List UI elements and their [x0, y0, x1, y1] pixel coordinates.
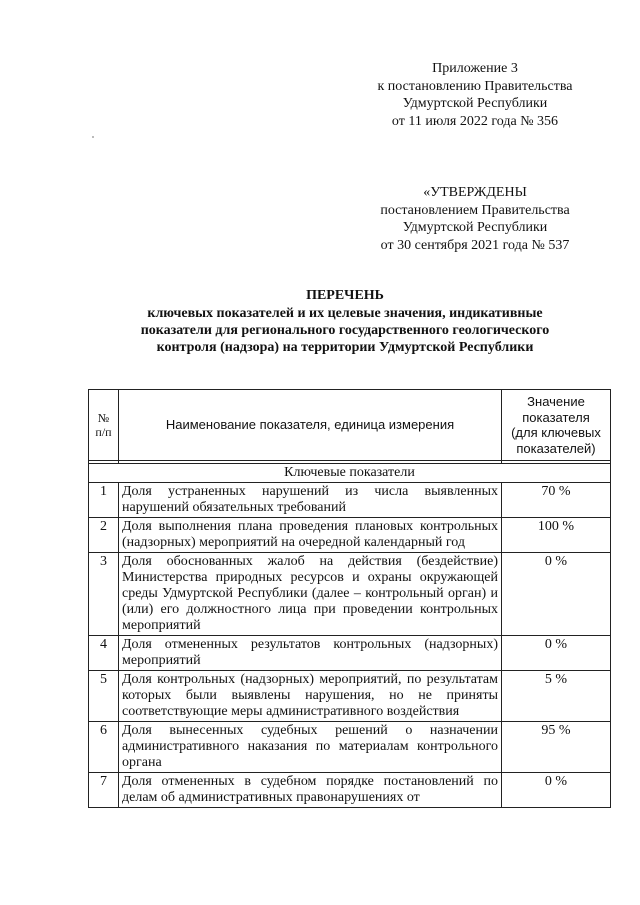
row-value: 0 % — [502, 553, 611, 636]
table-row — [89, 518, 611, 553]
table-row — [89, 553, 611, 636]
approved-block — [330, 184, 620, 254]
document-title — [100, 287, 590, 356]
annex-line-3: Удмуртской Республики — [402, 96, 548, 111]
table-row — [89, 671, 611, 722]
row-value: 70 % — [502, 483, 611, 518]
section-key-indicators: Ключевые показатели — [89, 464, 611, 483]
row-number: 3 — [89, 553, 119, 636]
table-row — [89, 636, 611, 671]
row-number: 5 — [89, 671, 119, 722]
table-row — [89, 773, 611, 808]
table-header-row — [89, 390, 611, 461]
row-name: Доля вынесенных судебных решений о назначении административного наказания по материалам контрольного органа — [119, 722, 502, 773]
section-row — [89, 464, 611, 483]
row-name: Доля отмененных результатов контрольных (надзорных) мероприятий — [119, 636, 502, 671]
title-head: ПЕРЕЧЕНЬ — [306, 288, 384, 303]
row-number: 7 — [89, 773, 119, 808]
header-value-line-4: показателей) — [516, 440, 596, 456]
title-line-2: показатели для регионального государственного геологического — [140, 323, 550, 338]
row-number: 1 — [89, 483, 119, 518]
row-name: Доля устраненных нарушений из числа выявленных нарушений обязательных требований — [119, 483, 502, 518]
approved-line-4: от 30 сентября 2021 года № 537 — [380, 237, 570, 253]
header-number — [89, 390, 119, 461]
header-value-line-2: показателя — [522, 409, 590, 425]
row-value: 95 % — [502, 722, 611, 773]
header-value — [502, 390, 611, 461]
indicators-table — [88, 389, 611, 808]
table-row — [89, 722, 611, 773]
row-name: Доля отмененных в судебном порядке постановлений по делам об административных правонарушениях от — [119, 773, 502, 808]
row-value: 5 % — [502, 671, 611, 722]
title-line-1: ключевых показателей и их целевые значения, индикативные — [147, 306, 543, 321]
table-row — [89, 483, 611, 518]
row-value: 0 % — [502, 636, 611, 671]
row-number: 2 — [89, 518, 119, 553]
row-number: 4 — [89, 636, 119, 671]
approved-line-1: «УТВЕРЖДЕНЫ — [423, 185, 527, 200]
scan-speck — [92, 136, 94, 138]
header-value-line-1: Значение — [527, 394, 585, 409]
row-name: Доля выполнения плана проведения плановых контрольных (надзорных) мероприятий на очередной календарный год — [119, 518, 502, 553]
row-name: Доля контрольных (надзорных) мероприятий, по результатам которых были выявлены нарушения, но не приняты соответствующие меры административного воздействия — [119, 671, 502, 722]
annex-line-2: к постановлению Правительства — [377, 78, 573, 94]
row-number: 6 — [89, 722, 119, 773]
header-value-line-3: (для ключевых — [511, 425, 601, 440]
approved-line-2: постановлением Правительства — [380, 202, 570, 218]
annex-line-1: Приложение 3 — [432, 61, 518, 76]
row-name: Доля обоснованных жалоб на действия (бездействие) Министерства природных ресурсов и охраны окружающей среды Удмуртской Республики (далее – контрольный орган) и (или) его должностного лица при проведении контрольных мероприятий — [119, 553, 502, 636]
header-number-line-2: п/п — [95, 425, 112, 439]
header-name: Наименование показателя, единица измерения — [119, 390, 502, 461]
approved-line-3: Удмуртской Республики — [402, 220, 548, 235]
row-value: 100 % — [502, 518, 611, 553]
row-value: 0 % — [502, 773, 611, 808]
header-number-line-1: № — [97, 411, 110, 425]
annex-line-4: от 11 июля 2022 года № 356 — [391, 113, 559, 129]
title-line-3: контроля (надзора) на территории Удмуртской Республики — [156, 340, 534, 355]
annex-block — [330, 60, 620, 130]
